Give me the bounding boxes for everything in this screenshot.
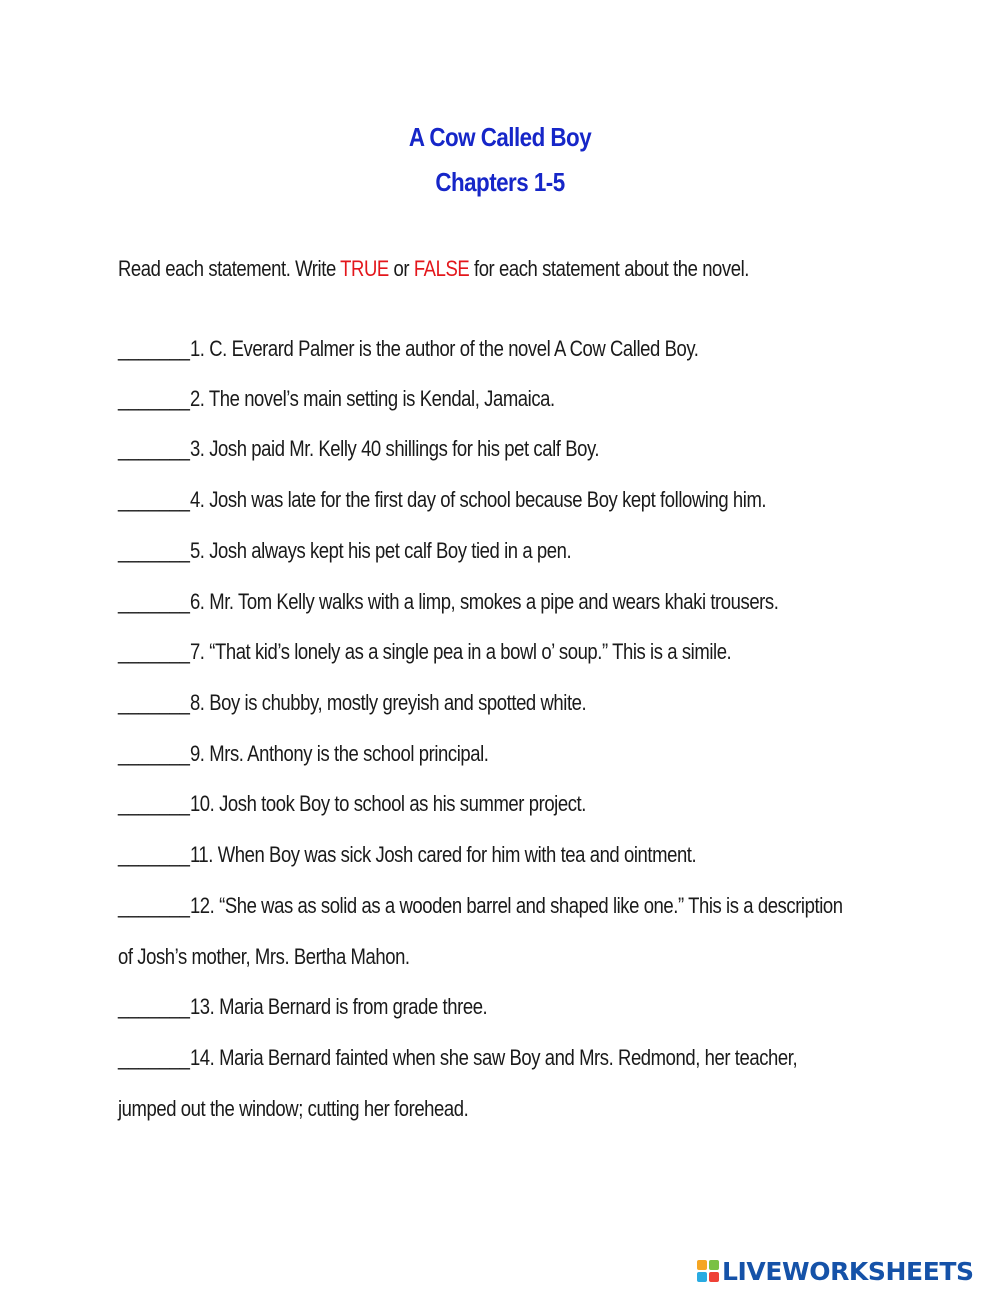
answer-blank[interactable]: _______ xyxy=(118,994,190,1019)
logo-blocks-icon xyxy=(697,1260,719,1282)
question-text: 10. Josh took Boy to school as his summer project. xyxy=(189,791,586,816)
question-text: 5. Josh always kept his pet calf Boy tied in a pen. xyxy=(189,538,572,563)
instructions-text-3: for each statement about the novel. xyxy=(469,256,749,281)
question-4 xyxy=(118,487,766,513)
answer-blank[interactable]: _______ xyxy=(118,487,190,512)
answer-blank[interactable]: _______ xyxy=(118,538,190,563)
instructions xyxy=(118,256,749,282)
worksheet-title: A Cow Called Boy xyxy=(408,122,592,152)
question-text: 8. Boy is chubby, mostly greyish and spotted white. xyxy=(189,690,587,715)
question-8 xyxy=(118,690,586,716)
question-text: 4. Josh was late for the first day of school because Boy kept following him. xyxy=(189,487,767,512)
question-12-continuation: of Josh’s mother, Mrs. Bertha Mahon. xyxy=(118,944,410,969)
liveworksheets-logo xyxy=(697,1255,974,1287)
question-3 xyxy=(118,436,599,462)
answer-blank[interactable]: _______ xyxy=(118,842,190,867)
instructions-text-2: or xyxy=(388,256,414,281)
question-12 xyxy=(118,893,843,919)
question-13 xyxy=(118,994,487,1020)
answer-blank[interactable]: _______ xyxy=(118,589,190,614)
question-text: 11. When Boy was sick Josh cared for him with tea and ointment. xyxy=(189,842,697,867)
instructions-text-1: Read each statement. Write xyxy=(118,256,341,281)
answer-blank[interactable]: _______ xyxy=(118,386,190,411)
question-14-continuation: jumped out the window; cutting her forehead. xyxy=(118,1096,469,1121)
question-10 xyxy=(118,791,586,817)
question-14 xyxy=(118,1045,797,1071)
answer-blank[interactable]: _______ xyxy=(118,336,190,361)
question-text: 14. Maria Bernard fainted when she saw Boy and Mrs. Redmond, her teacher, xyxy=(189,1045,798,1070)
answer-blank[interactable]: _______ xyxy=(118,639,190,664)
worksheet-subtitle: Chapters 1-5 xyxy=(435,167,565,197)
logo-text: LIVEWORKSHEETS xyxy=(722,1256,974,1286)
answer-blank[interactable]: _______ xyxy=(118,741,190,766)
answer-blank[interactable]: _______ xyxy=(118,791,190,816)
question-text: 9. Mrs. Anthony is the school principal. xyxy=(189,741,489,766)
answer-blank[interactable]: _______ xyxy=(118,690,190,715)
question-text: 7. “That kid’s lonely as a single pea in a bowl o’ soup.” This is a simile. xyxy=(189,639,732,664)
question-1 xyxy=(118,336,699,362)
true-keyword: TRUE xyxy=(340,256,389,281)
false-keyword: FALSE xyxy=(413,256,470,281)
question-text: 1. C. Everard Palmer is the author of the novel A Cow Called Boy. xyxy=(189,336,699,361)
question-text: 2. The novel’s main setting is Kendal, Jamaica. xyxy=(189,386,555,411)
question-text: 3. Josh paid Mr. Kelly 40 shillings for his pet calf Boy. xyxy=(189,436,600,461)
question-6 xyxy=(118,589,778,615)
question-5 xyxy=(118,538,571,564)
question-2 xyxy=(118,386,555,412)
question-text: 12. “She was as solid as a wooden barrel and shaped like one.” This is a description xyxy=(189,893,843,918)
answer-blank[interactable]: _______ xyxy=(118,893,190,918)
question-9 xyxy=(118,741,489,767)
question-7 xyxy=(118,639,731,665)
question-text: 6. Mr. Tom Kelly walks with a limp, smokes a pipe and wears khaki trousers. xyxy=(189,589,779,614)
answer-blank[interactable]: _______ xyxy=(118,1045,190,1070)
question-text: 13. Maria Bernard is from grade three. xyxy=(189,994,488,1019)
answer-blank[interactable]: _______ xyxy=(118,436,190,461)
question-11 xyxy=(118,842,696,868)
